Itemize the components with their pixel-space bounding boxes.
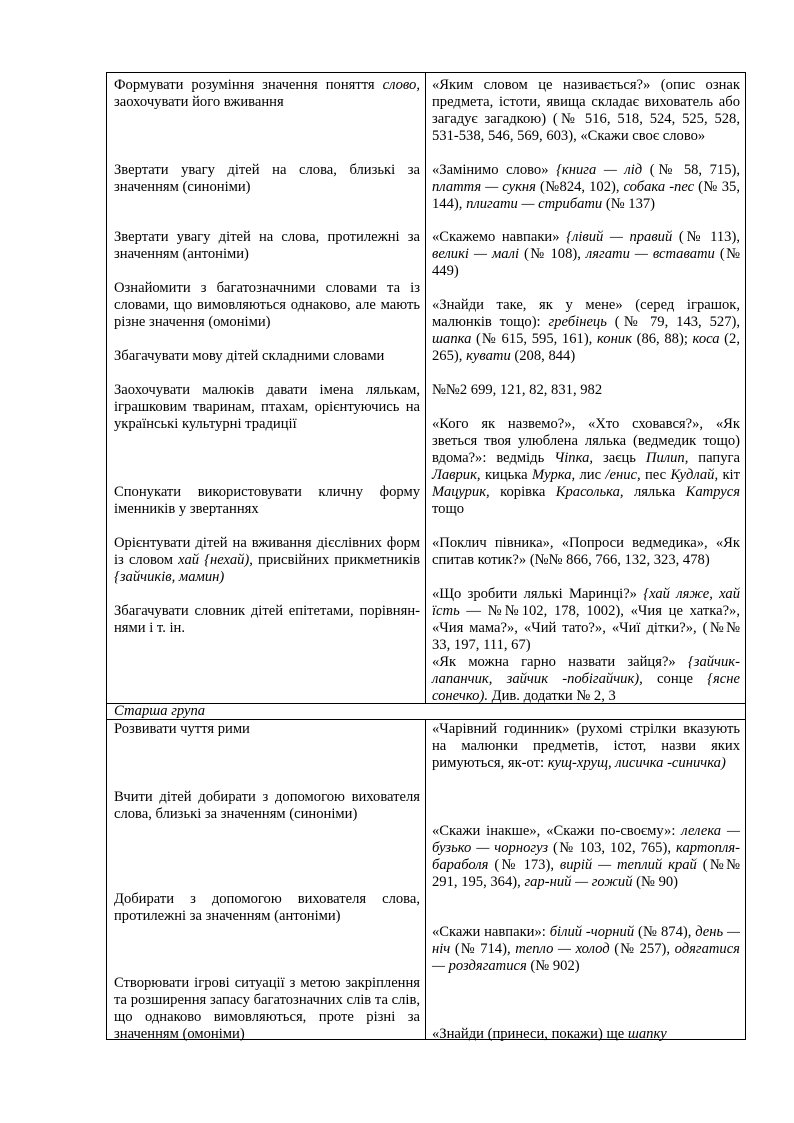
compound-numbers: [432, 382, 740, 399]
text-run: (№ 103, 102, 765),: [548, 840, 676, 856]
text-run: (№ 58, 715),: [642, 162, 741, 178]
text-run: (№ 113),: [672, 229, 740, 245]
text-run: кіт: [718, 467, 740, 483]
text-run: (86, 88);: [631, 331, 693, 347]
italic-run: {лівий — правий: [566, 229, 673, 245]
italic-run: великі — малі: [432, 246, 519, 262]
text-run: (№ 79, 143, 527),: [606, 314, 740, 330]
italic-run: Красолька,: [555, 484, 624, 500]
text-run: (№ 874),: [634, 924, 696, 940]
game-say-opposite: [432, 229, 740, 280]
text-run: Збагачувати мову дітей складними словами: [114, 348, 385, 364]
text-run: сонце: [642, 671, 708, 687]
text-run: (№ 90): [632, 874, 679, 890]
column-divider-upper: [425, 73, 426, 703]
goal-verb-forms: [114, 535, 420, 586]
italic-run: {зайчиків, мамин): [114, 569, 225, 585]
goal-synonyms-senior: [114, 789, 420, 823]
text-run: лялька: [623, 484, 686, 500]
text-run: «Скажи навпаки»:: [432, 924, 550, 940]
text-run: «Кого як назвемо?», «Хто сховався?», «Як зветься твоя улюблена лялька (ведмедик тощо) вдома?»: ведмідь: [432, 416, 740, 466]
game-call-rooster: [432, 535, 740, 569]
text-run: (№№ 291, 195, 364),: [432, 857, 740, 890]
game-say-differently: [432, 823, 740, 891]
italic-run: шапка: [432, 331, 472, 347]
text-run: №№2 699, 121, 82, 831, 982: [432, 382, 603, 398]
goal-word-concept: [114, 77, 420, 111]
goal-rhyme: [114, 721, 420, 738]
text-run: (№ 902): [526, 958, 580, 974]
italic-run: Пилип,: [645, 450, 689, 466]
text-run: Збагачувати словник дітей епітетами, порівнян-нями і т. ін.: [114, 603, 420, 636]
section-header-senior-group: Старша група: [114, 703, 206, 719]
game-doll-marynka: [432, 586, 740, 654]
italic-run: одягатися — роздягатися: [432, 941, 740, 974]
text-run: (№ 714),: [450, 941, 516, 957]
italic-run: лелека — бузько — чорногуз: [432, 823, 740, 856]
goal-homonyms-senior: [114, 975, 420, 1043]
text-run: кицька: [480, 467, 532, 483]
text-run: тощо: [432, 501, 465, 517]
text-run: «Поклич півника», «Попроси ведмедика», «Як спитав котик?» (№№ 866, 766, 132, 323, 478): [432, 535, 740, 568]
italic-run: кущ-хрущ, лисичка -синичка): [547, 755, 726, 771]
italic-run: картопля-бараболя: [432, 840, 740, 873]
game-name-toys: [432, 416, 740, 518]
italic-run: {ясне сонечко).: [432, 671, 740, 704]
italic-run: коник: [597, 331, 632, 347]
text-run: заохочувати його вживання: [114, 94, 284, 110]
text-run: (№ 108),: [519, 246, 586, 262]
text-run: «Яким словом це називається?» (опис ознак предмета, істоти, явища складає вихователь або загадує загадкою) (№ 516, 518, 524, 525, 528, 531-538, 546, 569, 603), «Скажи своє слово»: [432, 77, 740, 144]
text-run: (208, 844): [510, 348, 576, 364]
game-say-opposite-senior: [432, 924, 740, 975]
game-name-hare: [432, 654, 740, 705]
italic-run: Мурка,: [532, 467, 576, 483]
text-run: Вчити дітей добирати з допомогою вихователя слова, близькі за значенням (синоніми): [114, 789, 420, 822]
text-run: присвійних прикметників: [252, 552, 420, 568]
italic-run: Лаврик,: [432, 467, 481, 483]
italic-run: гар-ний — гожий: [524, 874, 633, 890]
text-run: Див. додатки № 2, 3: [487, 688, 616, 704]
italic-run: день — ніч: [432, 924, 740, 957]
game-find-same: [432, 297, 740, 365]
game-find-bring-show: [432, 1026, 740, 1043]
text-run: Звертати увагу дітей на слова, близькі за значенням (синоніми): [114, 162, 420, 195]
text-run: лис: [575, 467, 606, 483]
text-run: (№ 615, 595, 161),: [471, 331, 597, 347]
text-run: (№ 449): [432, 246, 740, 279]
italic-run: вирій — теплий край: [559, 857, 697, 873]
text-run: Розвивати чуття рими: [114, 721, 250, 737]
column-divider-lower: [425, 719, 426, 1039]
text-run: (№ 173),: [488, 857, 560, 873]
italic-run: лягати — вставати: [585, 246, 715, 262]
goal-epithets: [114, 603, 420, 637]
text-run: «Скажемо навпаки»: [432, 229, 567, 245]
goal-compound-words: [114, 348, 420, 365]
text-run: Формувати розуміння значення поняття: [114, 77, 383, 93]
text-run: «Як можна гарно назвати зайця?»: [432, 654, 688, 670]
text-run: Спонукати використовувати кличну форму іменників у звертаннях: [114, 484, 420, 517]
text-run: Орієнтувати дітей на вживання дієслівних форм із словом: [114, 535, 420, 568]
text-run: «Замінимо слово»: [432, 162, 557, 178]
italic-run: шапку: [627, 1026, 667, 1042]
italic-run: Кудлай,: [670, 467, 719, 483]
text-run: «Знайди таке, як у мене» (серед іграшок, малюнків тощо):: [432, 297, 740, 330]
italic-run: слово,: [382, 77, 420, 93]
italic-run: {зайчик-лапанчик, зайчик -побігайчик),: [432, 654, 740, 687]
text-run: Створювати ігрові ситуації з метою закріплення та розширення запасу багатозначних слів та слів, що однаково вимовляються, проте різні за значенням (омоніми): [114, 975, 420, 1042]
text-run: заєць: [593, 450, 646, 466]
italic-run: плаття — сукня: [432, 179, 536, 195]
text-run: «Знайди (принеси, покажи) ще: [432, 1026, 628, 1042]
italic-run: білий -чорний: [549, 924, 635, 940]
italic-run: хай {нехай),: [178, 552, 253, 568]
text-run: «Що зробити лялькі Маринці?»: [432, 586, 644, 602]
game-what-word: [432, 77, 740, 145]
italic-run: плигати — стрибати: [466, 196, 603, 212]
italic-run: Катруся: [685, 484, 740, 500]
text-run: (2, 265),: [432, 331, 740, 364]
text-run: (№ 257),: [609, 941, 675, 957]
text-run: (№ 35, 144),: [432, 179, 740, 212]
goal-antonyms-senior: [114, 891, 420, 925]
goal-synonyms: [114, 162, 420, 196]
italic-run: собака -пес: [623, 179, 695, 195]
text-run: корівка: [489, 484, 556, 500]
goal-toy-names: [114, 382, 420, 433]
text-run: Звертати увагу дітей на слова, протилежні за значенням (антоніми): [114, 229, 420, 262]
italic-run: /енис,: [605, 467, 641, 483]
text-run: (№ 137): [602, 196, 656, 212]
text-run: «Скажи інакше», «Скажи по-своєму»:: [432, 823, 682, 839]
goal-vocative: [114, 484, 420, 518]
italic-run: Чіпка,: [554, 450, 594, 466]
italic-run: тепло — холод: [515, 941, 610, 957]
goal-antonyms: [114, 229, 420, 263]
italic-run: гребінець: [548, 314, 607, 330]
italic-run: кувати: [466, 348, 511, 364]
italic-run: {книга — лід: [556, 162, 643, 178]
text-run: папуга: [688, 450, 740, 466]
game-magic-clock: [432, 721, 740, 772]
italic-run: {хай ляже, хай їсть: [432, 586, 741, 619]
text-run: пес: [640, 467, 671, 483]
text-run: Заохочувати малюків давати імена лялькам, іграшковим тваринам, птахам, орієнтуючись на українські культурні традиції: [114, 382, 420, 432]
text-run: Добирати з допомогою вихователя слова, протилежні за значенням (антоніми): [114, 891, 420, 924]
text-run: — №№102, 178, 1002), «Чия це хатка?», «Чия мама?», «Чий тато?», «Чиї дітки?», (№№ 33, 197, 111, 67): [432, 603, 740, 653]
text-run: Ознайомити з багатозначними словами та із словами, що вимовляються однаково, але мають різне значення (омоніми): [114, 280, 420, 330]
italic-run: коса: [692, 331, 720, 347]
text-run: «Чарівний годинник» (рухомі стрілки вказують на малюнки предметів, істот, назви яких римуються, як-от:: [432, 721, 740, 771]
goal-homonyms: [114, 280, 420, 331]
text-run: (№824, 102),: [535, 179, 624, 195]
italic-run: Мацурик,: [432, 484, 490, 500]
game-replace-word: [432, 162, 740, 213]
curriculum-table: [106, 72, 746, 1040]
